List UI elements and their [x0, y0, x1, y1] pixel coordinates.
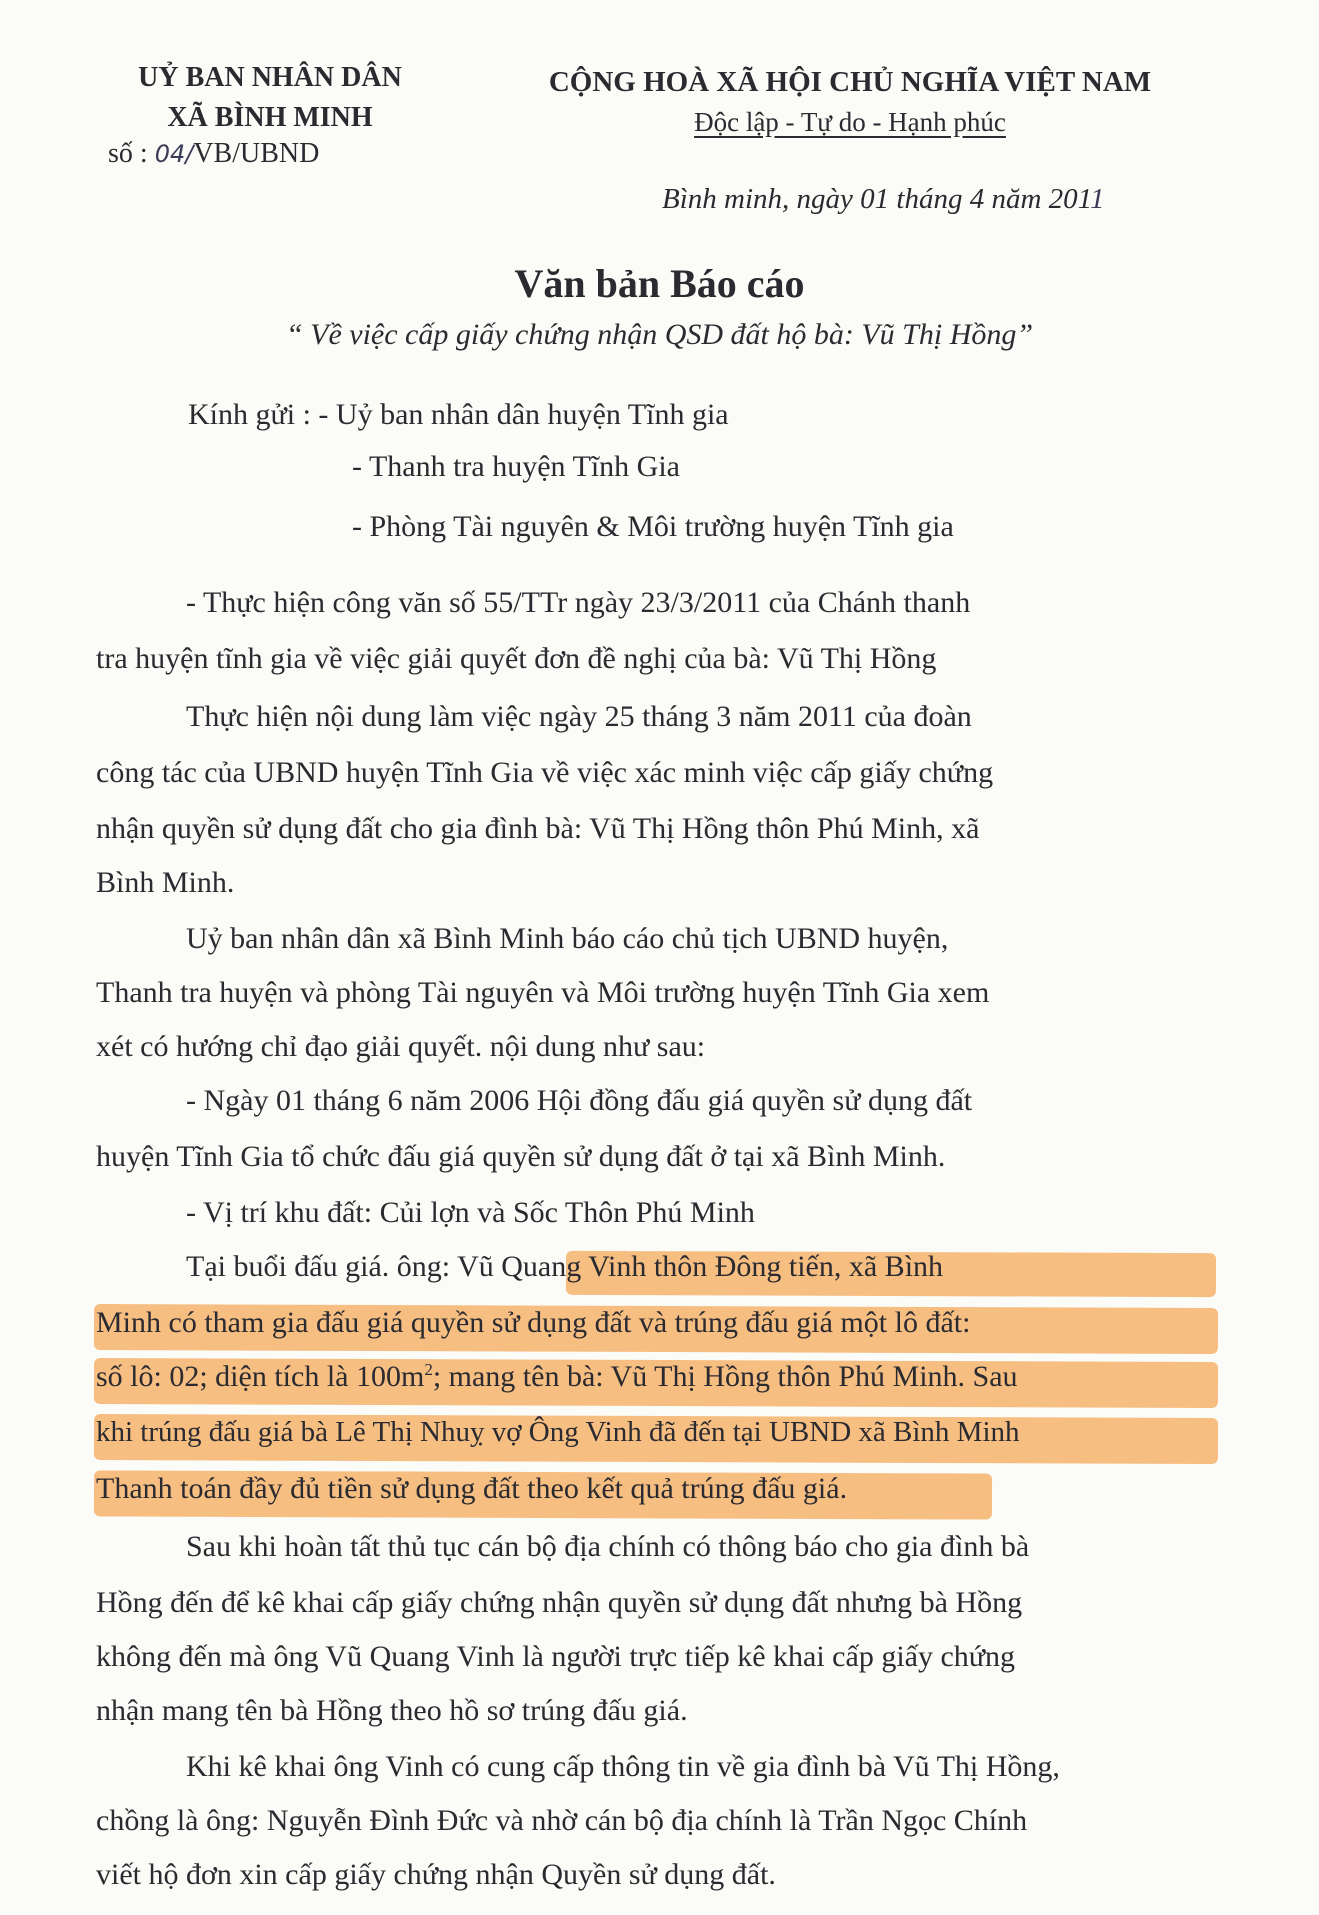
paragraph-4-line-1: - Ngày 01 tháng 6 năm 2006 Hội đồng đấu giá quyền sử dụng đất [186, 1084, 973, 1117]
recipient-line-1: Kính gửi : - Uỷ ban nhân dân huyện Tĩnh gia [188, 398, 729, 431]
document-title: Văn bản Báo cáo [514, 261, 805, 306]
paragraph-3-line-2: Thanh tra huyện và phòng Tài nguyên và Môi trường huyện Tĩnh Gia xem [96, 976, 990, 1009]
paragraph-2-line-3: nhận quyền sử dụng đất cho gia đình bà: Vũ Thị Hồng thôn Phú Minh, xã [96, 812, 980, 845]
paragraph-7-line-1: Sau khi hoàn tất thủ tục cán bộ địa chính có thông báo cho gia đình bà [186, 1530, 1030, 1563]
national-motto: Độc lập - Tự do - Hạnh phúc [694, 107, 1006, 137]
paragraph-7-line-4: nhận mang tên bà Hồng theo hồ sơ trúng đấu giá. [96, 1694, 688, 1727]
paragraph-6-line-4: khi trúng đấu giá bà Lê Thị Nhuỵ vợ Ông Vinh đã đến tại UBND xã Bình Minh [96, 1416, 1020, 1448]
paragraph-8-line-1: Khi kê khai ông Vinh có cung cấp thông tin về gia đình bà Vũ Thị Hồng, [186, 1750, 1060, 1783]
authority-line-2: XÃ BÌNH MINH [167, 102, 373, 133]
paragraph-7-line-2: Hồng đến để kê khai cấp giấy chứng nhận quyền sử dụng đất nhưng bà Hồng [96, 1586, 1023, 1619]
paragraph-7-line-3: không đến mà ông Vũ Quang Vinh là người trực tiếp kê khai cấp giấy chứng [96, 1640, 1016, 1673]
date-line [662, 183, 1105, 216]
paragraph-6-line-3 [96, 1360, 1018, 1394]
date-handwritten-digit: 1 [1090, 183, 1105, 215]
paragraph-6-line-1-start: Tại buổi đấu giá. ông: [186, 1250, 458, 1283]
recipient-line-3: - Phòng Tài nguyên & Môi trường huyện Tĩnh gia [352, 510, 954, 543]
paragraph-6-line-1 [186, 1250, 943, 1284]
paragraph-2-line-4: Bình Minh. [96, 866, 235, 899]
paragraph-6-line-1-highlighted: Vũ Quang Vinh thôn Đông tiến, xã Bình [457, 1250, 944, 1283]
paragraph-4-line-2: huyện Tĩnh Gia tổ chức đấu giá quyền sử dụng đất ở tại xã Bình Minh. [96, 1140, 946, 1173]
paragraph-8-line-3: viết hộ đơn xin cấp giấy chứng nhận Quyền sử dụng đất. [96, 1858, 776, 1891]
paragraph-2-line-2: công tác của UBND huyện Tĩnh Gia về việc xác minh việc cấp giấy chứng [96, 756, 994, 789]
paragraph-6-line-3-start: số lô: 02; diện tích là 100m [96, 1360, 425, 1393]
paragraph-6-line-3-end: ; mang tên bà: Vũ Thị Hồng thôn Phú Minh. Sau [432, 1360, 1018, 1393]
paragraph-8-line-2: chồng là ông: Nguyễn Đình Đức và nhờ cán bộ địa chính là Trần Ngọc Chính [96, 1804, 1028, 1837]
paragraph-3-line-3: xét có hướng chỉ đạo giải quyết. nội dung như sau: [96, 1030, 706, 1063]
paragraph-1-line-1: - Thực hiện công văn số 55/TTr ngày 23/3/2011 của Chánh thanh [186, 586, 971, 619]
recipient-line-2: - Thanh tra huyện Tĩnh Gia [352, 450, 680, 483]
paragraph-3-line-1: Uỷ ban nhân dân xã Bình Minh báo cáo chủ tịch UBND huyện, [186, 922, 949, 955]
square-metre-superscript: 2 [424, 1360, 433, 1379]
paragraph-6-line-2: Minh có tham gia đấu giá quyền sử dụng đất và trúng đấu giá một lô đất: [96, 1306, 971, 1339]
date-text: Bình minh, ngày 01 tháng 4 năm 201 [662, 183, 1090, 215]
document-subtitle: “ Về việc cấp giấy chứng nhận QSD đất hộ bà: Vũ Thị Hồng” [285, 318, 1034, 351]
issuing-authority [90, 58, 450, 138]
document-number [108, 138, 319, 170]
authority-line-1: UỶ BAN NHÂN DÂN [138, 62, 402, 93]
paragraph-5-line-1: - Vị trí khu đất: Củi lợn và Sốc Thôn Phú Minh [186, 1196, 755, 1229]
country-name: CỘNG HOÀ XÃ HỘI CHỦ NGHĨA VIỆT NAM [548, 66, 1152, 98]
number-prefix: số : [108, 138, 155, 169]
paragraph-1-line-2: tra huyện tĩnh gia về việc giải quyết đơn đề nghị của bà: Vũ Thị Hồng [96, 642, 937, 675]
national-header [510, 62, 1190, 142]
paragraph-2-line-1: Thực hiện nội dung làm việc ngày 25 tháng 3 năm 2011 của đoàn [186, 700, 972, 733]
number-handwritten: 04/ [154, 140, 194, 168]
number-suffix: VB/UBND [193, 138, 320, 169]
paragraph-6-line-5: Thanh toán đầy đủ tiền sử dụng đất theo kết quả trúng đấu giá. [96, 1472, 848, 1505]
